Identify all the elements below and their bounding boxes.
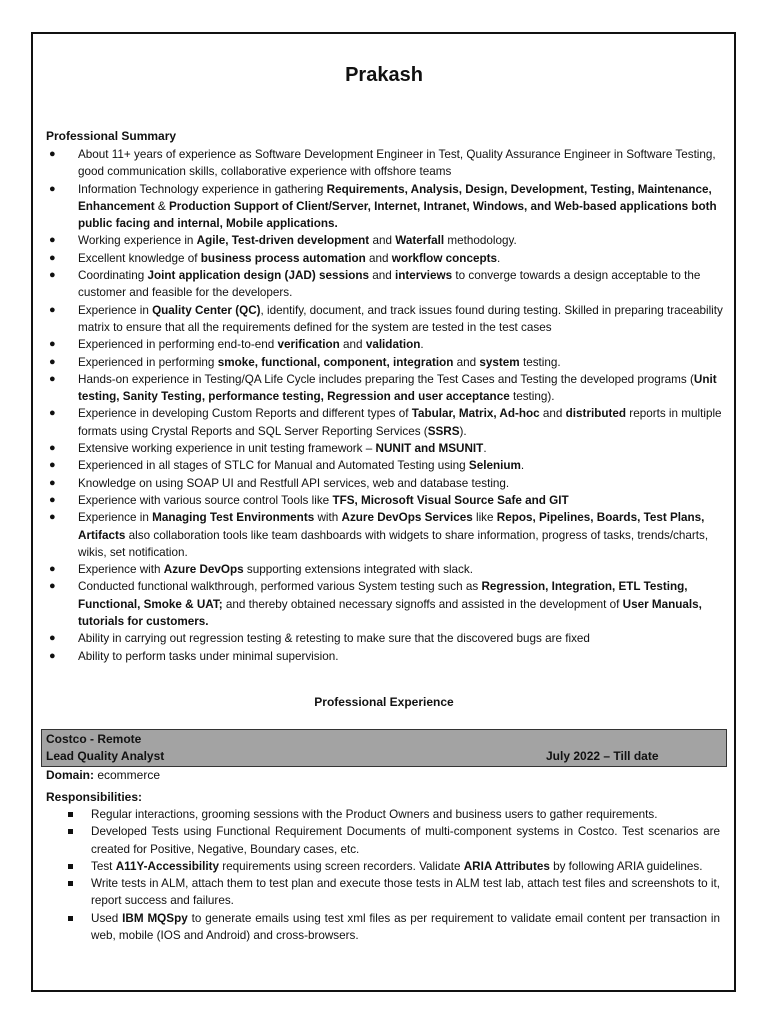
text-segment: TFS, Microsoft Visual Source Safe and GIT	[332, 493, 569, 507]
list-item	[46, 910, 720, 945]
job-header-box	[41, 729, 727, 767]
bullet-icon: ●	[49, 511, 56, 524]
text-segment: IBM MQSpy	[122, 911, 188, 925]
text-segment: Azure DevOps Services	[341, 511, 473, 525]
bullet-icon: ●	[49, 580, 56, 593]
text-segment: Experience in developing Custom Reports and different types of	[78, 407, 412, 421]
text-segment: Experienced in performing end-to-end	[78, 338, 278, 352]
text-segment: Quality Center (QC)	[152, 303, 261, 317]
list-item	[46, 232, 724, 249]
text-segment: testing.	[519, 355, 561, 369]
text-segment: &	[154, 199, 169, 213]
text-segment: Excellent knowledge of	[78, 251, 201, 265]
list-item	[46, 561, 724, 578]
job-title: Lead Quality Analyst	[46, 749, 165, 763]
professional-summary-heading: Professional Summary	[46, 129, 177, 143]
square-bullet-icon	[68, 864, 73, 869]
text-segment: .	[496, 251, 501, 265]
text-segment: Hands-on experience in Testing/QA Life Cycle includes preparing the Test Cases and Testing the developed programs (	[78, 372, 694, 386]
text-segment: interviews	[394, 269, 453, 283]
text-segment: validation	[365, 338, 421, 352]
text-segment: Experience with	[78, 563, 164, 577]
text-segment: Joint application design (JAD) sessions	[147, 269, 369, 283]
text-segment: About 11+ years of experience as Software Development Engineer in Test, Quality Assurance Engineer in Software Testing, good communication skills, collaborative experience with offshore teams	[78, 148, 716, 179]
square-bullet-icon	[68, 812, 73, 817]
text-segment: Requirements, Analysis, Design, Development, Testing, Maintenance, Enhancement	[78, 182, 712, 213]
text-segment: , identify, document, and track issues found during testing. Skilled in preparing traceability matrix to ensure that all the requirements defined for the system are tested in the test cases	[78, 303, 723, 334]
text-segment: Experience with various source control Tools like	[78, 493, 333, 507]
text-segment: A11Y-Accessibility	[115, 859, 219, 873]
text-segment: NUNIT and MSUNIT	[375, 442, 484, 456]
bullet-icon: ●	[49, 269, 56, 282]
text-segment: Ability in carrying out regression testing & retesting to make sure that the discovered bugs are fixed	[78, 632, 590, 646]
text-segment: Experience in	[78, 511, 153, 525]
bullet-icon: ●	[49, 407, 56, 420]
text-segment: Production Support of Client/Server, Internet, Intranet, Windows, and Web-based applications both public facing and internal, Mobile applications.	[78, 199, 717, 231]
text-segment: by following ARIA guidelines.	[549, 859, 703, 873]
domain-value: ecommerce	[94, 768, 161, 782]
text-segment: to converge towards a design acceptable to the customer and feasible for the developers.	[78, 269, 701, 300]
text-segment: business process automation	[200, 251, 366, 265]
text-segment: ).	[459, 424, 467, 438]
text-segment: .	[420, 338, 424, 352]
responsibilities-list	[46, 806, 720, 944]
list-item	[46, 336, 724, 353]
text-segment: SSRS	[427, 424, 460, 438]
list-item	[46, 509, 724, 561]
list-item	[46, 440, 724, 457]
text-segment: Waterfall	[395, 234, 445, 248]
job-company: Costco - Remote	[46, 732, 142, 746]
list-item	[46, 492, 724, 509]
list-item	[46, 267, 724, 302]
text-segment: supporting extensions integrated with slack.	[243, 563, 473, 577]
list-item	[46, 250, 724, 267]
list-item	[46, 302, 724, 337]
text-segment: to generate emails using test xml files as per requirement to validate email content per transaction in web, mobile (IOS and Android) and cross-browsers.	[91, 911, 720, 943]
list-item	[46, 181, 724, 233]
bullet-icon: ●	[49, 493, 56, 506]
bullet-icon: ●	[49, 563, 56, 576]
text-segment: workflow concepts	[391, 251, 497, 265]
text-segment: Knowledge on using SOAP UI and Restfull API services, web and database testing.	[78, 476, 510, 490]
list-item	[46, 457, 724, 474]
bullet-icon: ●	[49, 632, 56, 645]
text-segment: methodology.	[444, 234, 517, 248]
text-segment: Working experience in	[78, 234, 197, 248]
text-segment: requirements using screen recorders. Validate	[219, 859, 464, 873]
text-segment: and	[539, 407, 566, 421]
list-item	[46, 578, 724, 630]
bullet-icon: ●	[49, 355, 56, 368]
text-segment: also collaboration tools like team dashboards with widgets to share information, progress of tasks, trends/charts, wikis, set notification.	[78, 528, 709, 559]
text-segment: system	[479, 355, 520, 369]
list-item	[46, 354, 724, 371]
job-domain	[46, 768, 160, 782]
text-segment: User Manuals, tutorials for customers.	[78, 597, 702, 629]
text-segment: Extensive working experience in unit testing framework –	[78, 442, 376, 456]
bullet-icon: ●	[49, 182, 56, 195]
square-bullet-icon	[68, 881, 73, 886]
text-segment: and	[453, 355, 480, 369]
text-segment: smoke, functional, component, integration	[217, 355, 454, 369]
text-segment: Experience in	[78, 303, 153, 317]
bullet-icon: ●	[49, 234, 56, 247]
bullet-icon: ●	[49, 649, 56, 662]
text-segment: Write tests in ALM, attach them to test plan and execute those tests in ALM test lab, attach test files and screenshots to it, report success and failures.	[91, 877, 720, 908]
list-item	[46, 875, 720, 910]
list-item	[46, 823, 720, 858]
text-segment: distributed	[565, 407, 627, 421]
list-item	[46, 648, 724, 665]
text-segment: Experienced in performing	[78, 355, 218, 369]
text-segment: Information Technology experience in gathering	[78, 182, 327, 196]
bullet-icon: ●	[49, 303, 56, 316]
list-item	[46, 630, 724, 647]
job-dates: July 2022 – Till date	[546, 749, 659, 763]
bullet-icon: ●	[49, 372, 56, 385]
list-item	[46, 371, 724, 406]
professional-experience-heading: Professional Experience	[314, 695, 454, 709]
text-segment: Test	[91, 859, 116, 873]
text-segment: and	[369, 234, 396, 248]
professional-summary-list	[46, 146, 724, 665]
text-segment: Azure DevOps	[163, 563, 244, 577]
text-segment: Ability to perform tasks under minimal supervision.	[78, 649, 339, 663]
list-item	[46, 806, 720, 823]
text-segment: Tabular, Matrix, Ad-hoc	[411, 407, 540, 421]
square-bullet-icon	[68, 916, 73, 921]
text-segment: and	[339, 338, 366, 352]
list-item	[46, 475, 724, 492]
bullet-icon: ●	[49, 459, 56, 472]
text-segment: Selenium	[468, 459, 521, 473]
text-segment: Developed Tests using Functional Requirement Documents of multi-component systems in Costco. Test scenarios are created for Positive, Negative, Boundary cases, etc.	[91, 825, 720, 856]
list-item	[46, 858, 720, 875]
text-segment: testing).	[509, 390, 555, 404]
text-segment: Unit testing, Sanity Testing, performance testing, Regression and user acceptance	[78, 372, 717, 404]
text-segment: Used	[91, 911, 123, 925]
text-segment: ARIA Attributes	[463, 859, 550, 873]
square-bullet-icon	[68, 829, 73, 834]
bullet-icon: ●	[49, 251, 56, 264]
list-item	[46, 405, 724, 440]
text-segment: with	[314, 511, 342, 525]
text-segment: Experienced in all stages of STLC for Manual and Automated Testing using	[78, 459, 469, 473]
bullet-icon: ●	[49, 338, 56, 351]
text-segment: and thereby obtained necessary signoffs and assisted in the development of	[222, 597, 623, 611]
text-segment: reports in multiple formats using Crystal Reports and SQL Server Reporting Services (	[78, 407, 722, 438]
text-segment: Regular interactions, grooming sessions with the Product Owners and business users to gather requirements.	[91, 808, 658, 821]
bullet-icon: ●	[49, 442, 56, 455]
list-item	[46, 146, 724, 181]
text-segment: Conducted functional walkthrough, performed various System testing such as	[78, 580, 482, 594]
text-segment: Agile, Test-driven development	[196, 234, 370, 248]
text-segment: Managing Test Environments	[152, 511, 315, 525]
text-segment: like	[472, 511, 497, 525]
candidate-name: Prakash	[345, 64, 423, 86]
text-segment: .	[483, 442, 487, 456]
text-segment: and	[368, 269, 395, 283]
responsibilities-heading: Responsibilities:	[46, 790, 143, 804]
domain-label: Domain:	[46, 768, 94, 782]
text-segment: verification	[277, 338, 340, 352]
bullet-icon: ●	[49, 148, 56, 160]
text-segment: Regression, Integration, ETL Testing, Functional, Smoke & UAT;	[78, 580, 688, 611]
text-segment: Coordinating	[78, 269, 148, 283]
bullet-icon: ●	[49, 476, 56, 489]
text-segment: and	[365, 251, 392, 265]
text-segment: Repos, Pipelines, Boards, Test Plans, Artifacts	[78, 511, 705, 542]
text-segment: .	[520, 459, 525, 473]
